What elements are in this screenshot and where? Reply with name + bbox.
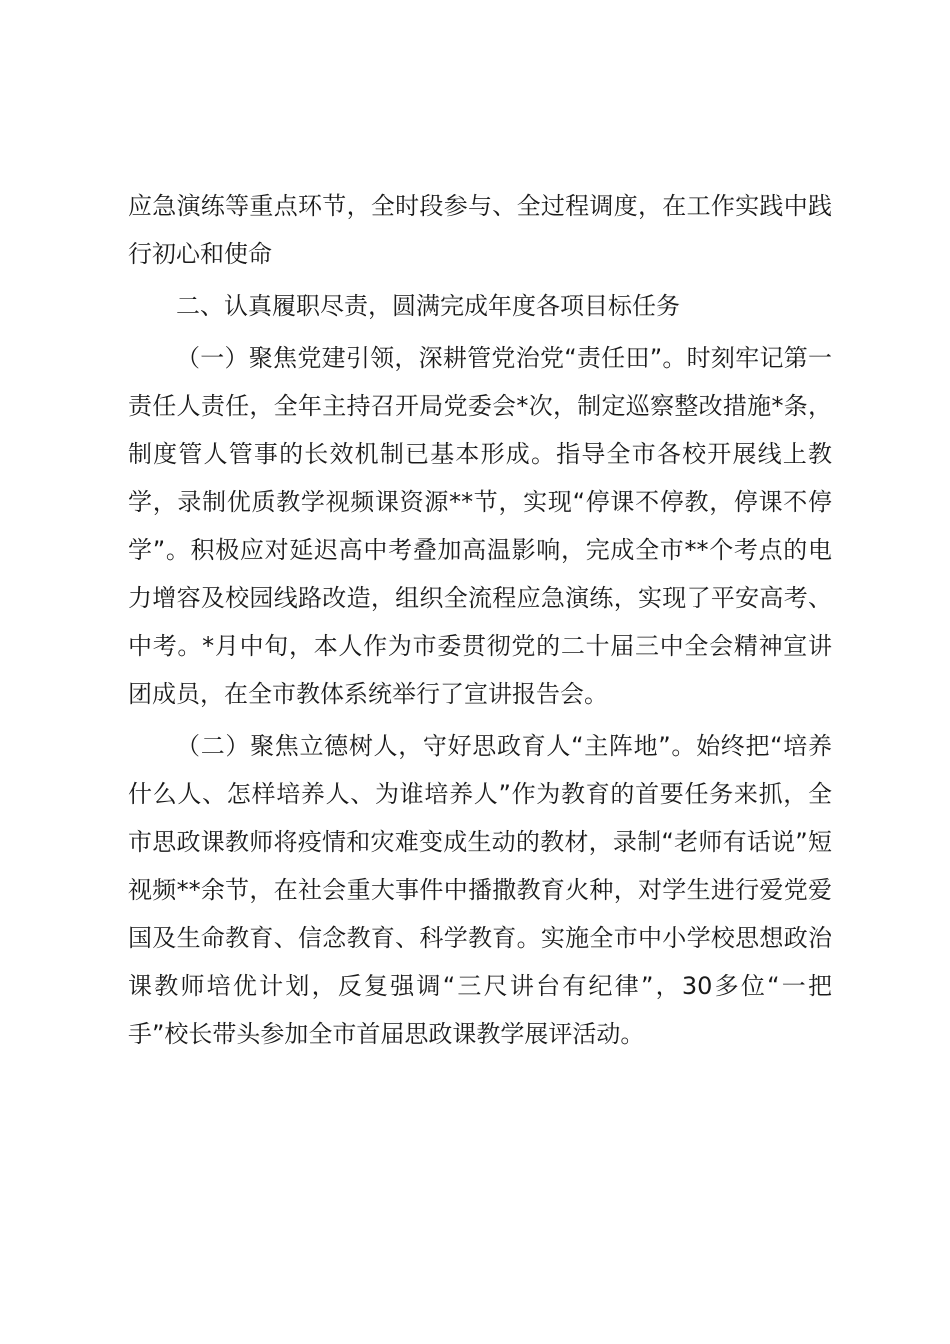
body-paragraph-2: （二）聚焦立德树人，守好思政育人“主阵地”。始终把“培养什么人、怎样培养人、为谁培养人”作为教育的首要任务来抓，全市思政课教师将疫情和灾难变成生动的教材，录制“老师有话说”短视频**余节，在社会重大事件中播撒教育火种，对学生进行爱党爱国及生命教育、信念教育、科学教育。实施全市中小学校思想政治课教师培优计划，反复强调“三尺讲台有纪律”，30多位“一把手”校长带头参加全市首届思政课教学展评活动。: [128, 732, 832, 1048]
section-heading: 二、认真履职尽责，圆满完成年度各项目标任务: [176, 292, 680, 320]
document-body: [128, 182, 832, 1058]
body-paragraph-1: （一）聚焦党建引领，深耕管党治党“责任田”。时刻牢记第一责任人责任，全年主持召开局党委会*次，制定巡察整改措施*条，制度管人管事的长效机制已基本形成。指导全市各校开展线上教学，录制优质教学视频课资源**节，实现“停课不停教，停课不停学”。积极应对延迟高中考叠加高温影响，完成全市**个考点的电力增容及校园线路改造，组织全流程应急演练，实现了平安高考、中考。*月中旬，本人作为市委贯彻党的二十届三中全会精神宣讲团成员，在全市教体系统举行了宣讲报告会。: [128, 344, 832, 708]
continuation-paragraph: 应急演练等重点环节，全时段参与、全过程调度，在工作实践中践行初心和使命: [128, 192, 832, 268]
